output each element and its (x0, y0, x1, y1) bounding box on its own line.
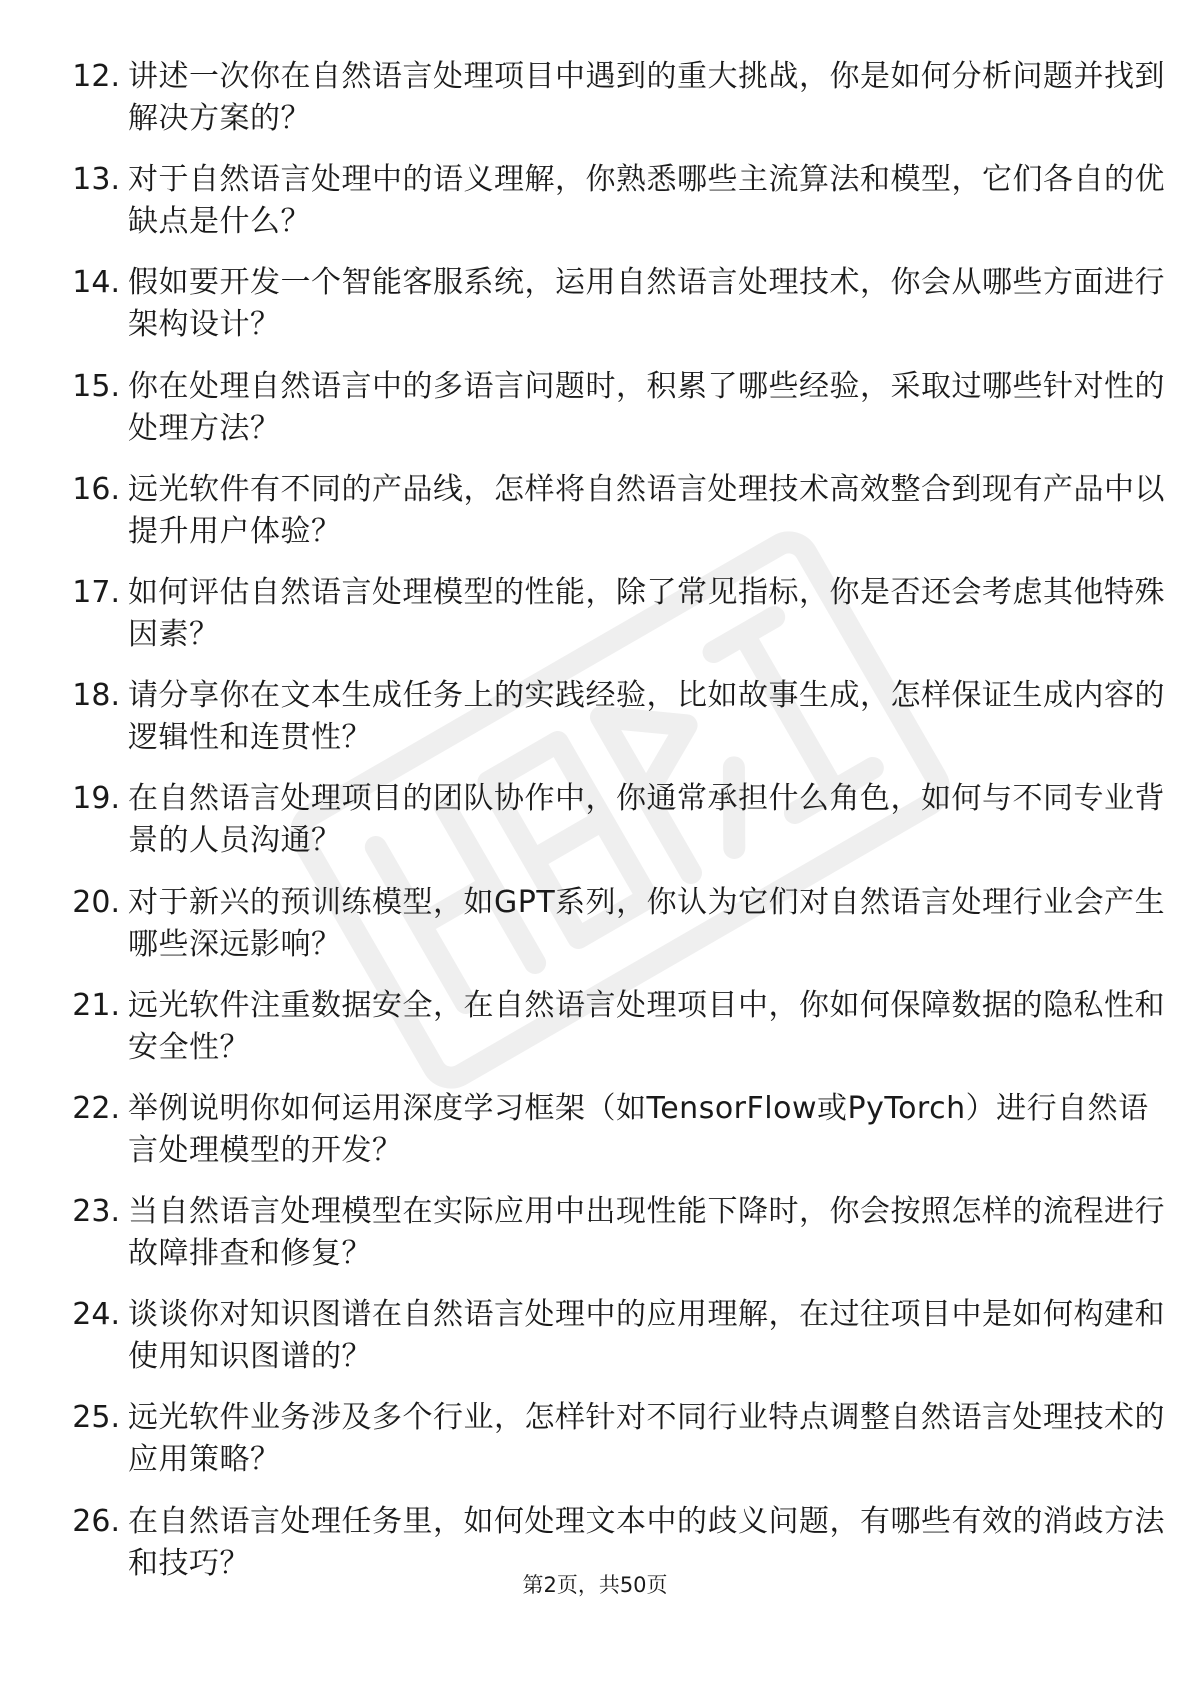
question-text: 谈谈你对知识图谱在自然语言处理中的应用理解，在过往项目中是如何构建和使用知识图谱的？ (128, 1297, 1165, 1375)
question-text: 对于自然语言处理中的语义理解，你熟悉哪些主流算法和模型，它们各自的优缺点是什么？ (128, 162, 1165, 240)
list-item (58, 469, 1165, 572)
question-number: 19. (72, 781, 120, 817)
question-text: 假如要开发一个智能客服系统，运用自然语言处理技术，你会从哪些方面进行架构设计？ (128, 265, 1165, 343)
list-item (58, 1397, 1165, 1500)
question-text: 你在处理自然语言中的多语言问题时，积累了哪些经验，采取过哪些针对性的处理方法？ (128, 368, 1165, 446)
question-text: 远光软件业务涉及多个行业，怎样针对不同行业特点调整自然语言处理技术的应用策略？ (128, 1400, 1165, 1478)
question-number: 14. (72, 265, 120, 301)
question-text: 远光软件有不同的产品线，怎样将自然语言处理技术高效整合到现有产品中以提升用户体验？ (128, 471, 1165, 549)
question-number: 13. (72, 162, 120, 198)
question-number: 15. (72, 368, 120, 404)
question-text: 当自然语言处理模型在实际应用中出现性能下降时，你会按照怎样的流程进行故障排查和修复？ (128, 1194, 1165, 1272)
question-list (58, 56, 1166, 1604)
question-text: 如何评估自然语言处理模型的性能，除了常见指标，你是否还会考虑其他特殊因素？ (128, 574, 1165, 652)
list-item (58, 675, 1165, 778)
list-item (58, 56, 1165, 159)
question-text: 讲述一次你在自然语言处理项目中遇到的重大挑战，你是如何分析问题并找到解决方案的？ (128, 59, 1165, 136)
question-number: 24. (72, 1297, 120, 1333)
question-number: 23. (72, 1194, 120, 1230)
question-text: 对于新兴的预训练模型，如GPT系列，你认为它们对自然语言处理行业会产生哪些深远影响？ (128, 884, 1166, 962)
list-item (58, 572, 1165, 675)
question-number: 17. (72, 574, 120, 610)
question-text: 远光软件注重数据安全，在自然语言处理项目中，你如何保障数据的隐私性和安全性？ (128, 987, 1165, 1065)
list-item (58, 1088, 1149, 1191)
question-text: 在自然语言处理任务里，如何处理文本中的歧义问题，有哪些有效的消歧方法和技巧？ (128, 1503, 1165, 1581)
list-item (58, 366, 1165, 469)
list-item (58, 985, 1165, 1088)
question-number: 26. (72, 1503, 120, 1539)
question-text: 在自然语言处理项目的团队协作中，你通常承担什么角色，如何与不同专业背景的人员沟通？ (128, 781, 1165, 859)
question-number: 22. (72, 1090, 120, 1126)
page-number-footer: 第2页，共50页 (522, 1573, 668, 1597)
question-number: 20. (72, 884, 120, 920)
list-item (58, 778, 1165, 881)
question-number: 12. (72, 59, 120, 94)
question-text: 举例说明你如何运用深度学习框架（如TensorFlow或PyTorch）进行自然语言处理模型的开发？ (128, 1090, 1149, 1168)
list-item (58, 262, 1165, 365)
list-item (58, 882, 1166, 985)
question-number: 16. (72, 471, 120, 507)
question-number: 25. (72, 1400, 120, 1436)
list-item (58, 1294, 1165, 1397)
list-item (58, 1191, 1165, 1294)
question-text: 请分享你在文本生成任务上的实践经验，比如故事生成，怎样保证生成内容的逻辑性和连贯性？ (128, 678, 1165, 756)
list-item (58, 159, 1165, 262)
question-number: 21. (72, 987, 120, 1023)
question-number: 18. (72, 678, 120, 714)
